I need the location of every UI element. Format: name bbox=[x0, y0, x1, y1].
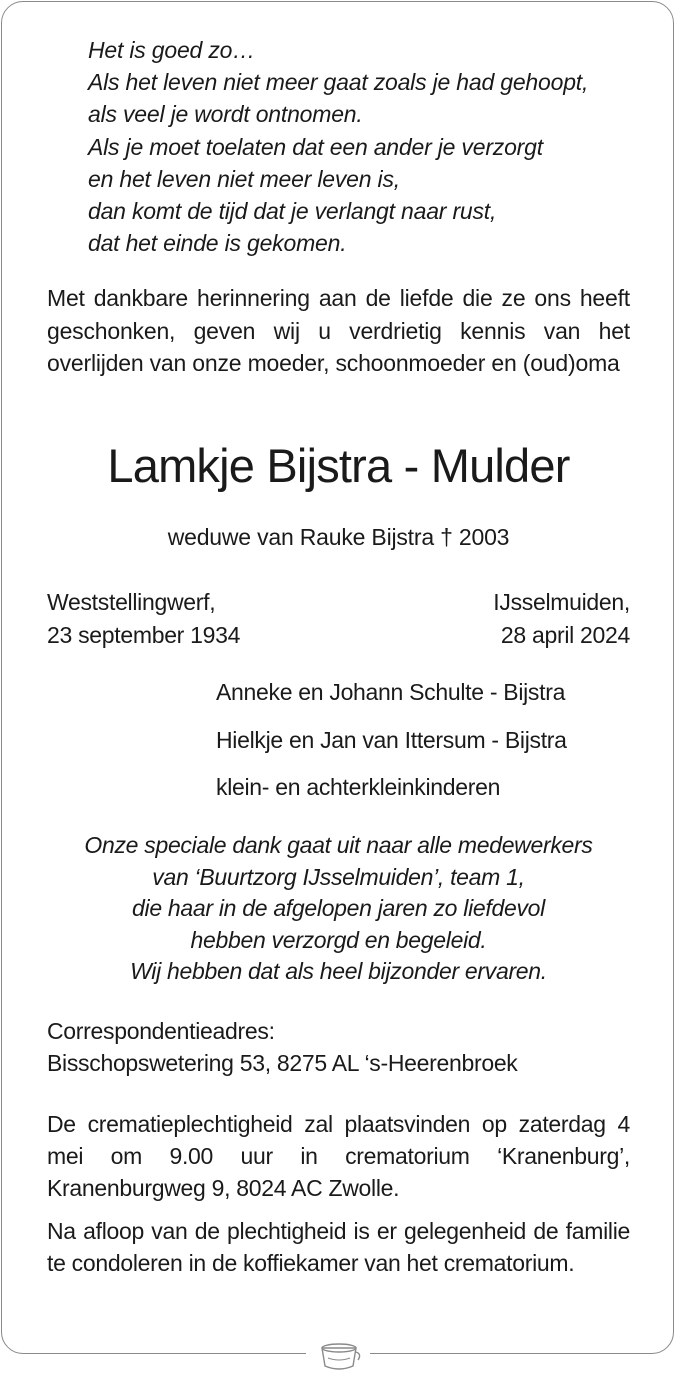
thanks-line: van ‘Buurtzorg IJsselmuiden’, team 1, bbox=[152, 863, 525, 890]
poem-line: dat het einde is gekomen. bbox=[88, 230, 347, 257]
correspondence bbox=[47, 1015, 518, 1079]
condolence-info: Na afloop van de plechtigheid is er gelegenheid de familie te condoleren in de koffiekamer van het crematorium. bbox=[47, 1218, 630, 1276]
poem-line: Als je moet toelaten dat een ander je verzorgt bbox=[88, 133, 543, 160]
poem-line: Als het leven niet meer gaat zoals je had gehoopt, bbox=[88, 69, 589, 96]
birth-date: 23 september 1934 bbox=[47, 621, 241, 648]
cremation-info: De crematieplechtigheid zal plaatsvinden op zaterdag 4 mei om 9.00 uur in crematorium ‘Kranenburg’, Kranenburgweg 9, 8024 AC Zwolle. bbox=[47, 1111, 630, 1201]
cup-saucer-icon bbox=[316, 1336, 362, 1376]
thanks-line: hebben verzorgd en begeleid. bbox=[190, 926, 487, 953]
poem-line: als veel je wordt ontnomen. bbox=[88, 101, 363, 128]
family-member: Hielkje en Jan van Ittersum - Bijstra bbox=[216, 726, 567, 753]
thanks-note bbox=[0, 830, 677, 988]
thanks-line: Onze speciale dank gaat uit naar alle medewerkers bbox=[84, 832, 593, 858]
death-date: 28 april 2024 bbox=[500, 621, 630, 648]
poem-line: dan komt de tijd dat je verlangt naar rust, bbox=[88, 198, 497, 225]
widow-of: weduwe van Rauke Bijstra † 2003 bbox=[167, 524, 510, 550]
family-member: Anneke en Johann Schulte - Bijstra bbox=[216, 679, 566, 705]
thanks-line: Wij hebben dat als heel bijzonder ervaren. bbox=[130, 958, 547, 984]
poem bbox=[88, 34, 648, 259]
birth-place: Weststellingwerf, bbox=[47, 589, 216, 615]
correspondence-label: Correspondentieadres: bbox=[47, 1018, 275, 1044]
death-info bbox=[493, 586, 630, 651]
thanks-line: die haar in de afgelopen jaren zo liefdevol bbox=[132, 895, 545, 921]
poem-line: en het leven niet meer leven is, bbox=[88, 165, 400, 192]
birth-info bbox=[47, 586, 240, 651]
correspondence-address: Bisschopswetering 53, 8275 AL ‘s-Heerenbroek bbox=[47, 1050, 518, 1076]
deceased-name: Lamkje Bijstra - Mulder bbox=[107, 439, 570, 492]
family-list bbox=[216, 676, 567, 819]
family-member: klein- en achterkleinkinderen bbox=[216, 774, 501, 800]
poem-line: Het is goed zo… bbox=[88, 37, 256, 63]
announcement-intro: Met dankbare herinnering aan de liefde die ze ons heeft geschonken, geven wij u verdrietig kennis van het overlijden van onze moeder, schoonmoeder en (oud)oma bbox=[47, 285, 630, 376]
death-place: IJsselmuiden, bbox=[493, 589, 630, 615]
